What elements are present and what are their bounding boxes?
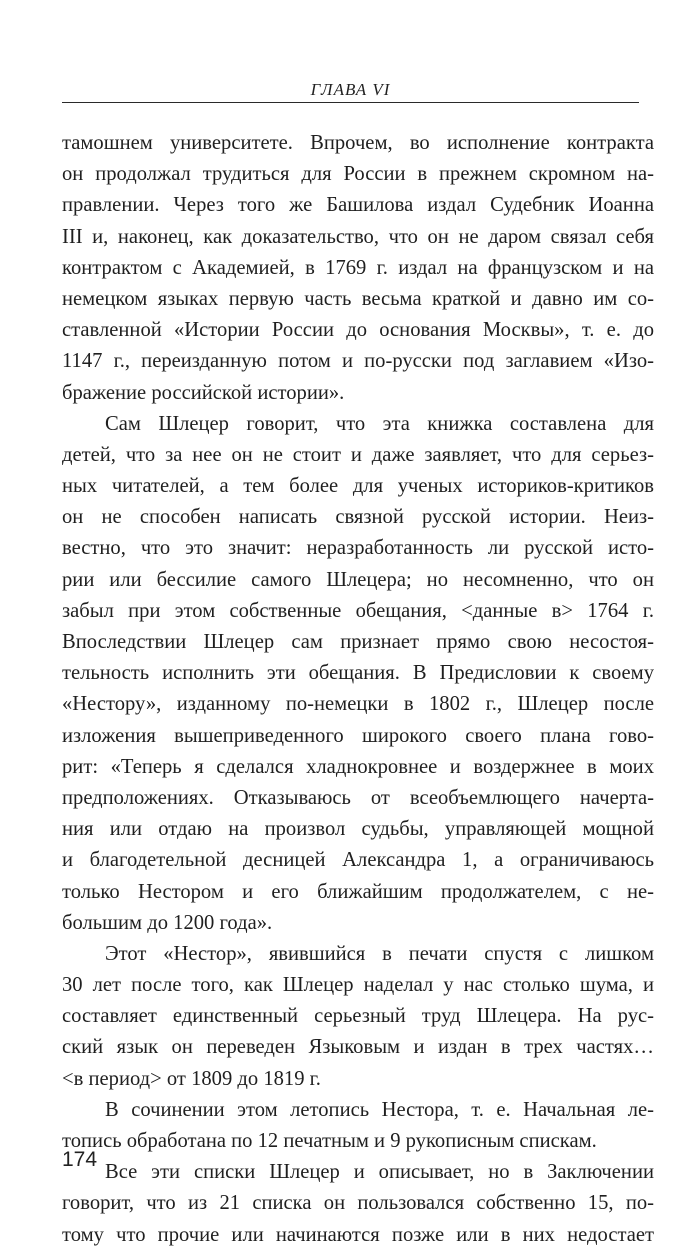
text-line: топись обработана по 12 печатным и 9 рукописным спискам. (62, 1130, 597, 1152)
text-line: контрактом с Академией, в 1769 г. издал на французском и на (62, 256, 654, 279)
text-line: правлении. Через того же Башилова издал Судебник Иоанна (62, 194, 654, 217)
text-line: изложения вышеприведенного широкого своего плана гово- (62, 724, 654, 747)
text-line: и благодетельной десницей Александра 1, а ограничиваюсь (62, 849, 654, 872)
text-line: детей, что за нее он не стоит и даже заявляет, что для серьез- (62, 443, 654, 466)
text-line: говорит, что из 21 списка он пользовался собственно 15, по- (62, 1192, 654, 1215)
text-line: немецком языках первую часть весьма краткой и давно им со- (62, 287, 654, 310)
text-line: 30 лет после того, как Шлецер наделал у нас столько шума, и (62, 974, 654, 997)
text-line: В сочинении этом летопись Нестора, т. е. Начальная ле- (105, 1098, 654, 1121)
text-line: III и, наконец, как доказательство, что он не даром связал себя (62, 225, 654, 248)
running-head (62, 80, 639, 103)
text-line: 1147 г., переизданную потом и по-русски под заглавием «Изо- (62, 350, 654, 373)
text-line: бражение российской истории». (62, 381, 345, 404)
text-line: Впоследствии Шлецер сам признает прямо свою несостоя- (62, 631, 654, 653)
text-line: тамошнем университете. Впрочем, во исполнение контракта (62, 132, 654, 154)
text-line: ния или отдаю на произвол судьбы, управляющей мощной (62, 818, 654, 841)
text-line: вестно, что это значит: неразработанность ли русской исто- (62, 537, 654, 560)
text-line: ставленной «Истории России до основания Москвы», т. е. до (62, 319, 654, 342)
text-line: он продолжал трудиться для России в прежнем скромном на- (62, 163, 654, 186)
text-line: рии или бессилие самого Шлецера; но несомненно, что он (62, 568, 654, 591)
text-line: большим до 1200 года». (62, 911, 273, 934)
text-line: ский язык он переведен Языковым и издан в трех частях… (62, 1036, 654, 1059)
text-line: составляет единственный серьезный труд Шлецера. На рус- (62, 1005, 654, 1028)
text-line: рит: «Теперь я сделался хладнокровнее и воздержнее в моих (62, 755, 654, 778)
text-line: забыл при этом собственные обещания, <данные в> 1764 г. (62, 599, 654, 622)
page-number: 174 (62, 1148, 98, 1171)
text-line: тельность исполнить эти обещания. В Предисловии к своему (62, 662, 654, 685)
text-line: тому что прочие или начинаются позже или в них недостает (62, 1223, 654, 1246)
text-line: он не способен написать связной русской истории. Неиз- (62, 506, 654, 529)
text-line: только Нестором и его ближайшим продолжателем, с не- (62, 880, 654, 903)
text-line: Этот «Нестор», явившийся в печати спустя с лишком (105, 942, 654, 965)
text-line: Сам Шлецер говорит, что эта книжка составлена для (105, 412, 654, 435)
text-line: ных читателей, а тем более для ученых историков-критиков (62, 475, 654, 498)
chapter-title: ГЛАВА VI (310, 80, 391, 99)
body-text (62, 128, 654, 1251)
text-line: <в период> от 1809 до 1819 г. (62, 1067, 321, 1090)
text-line: Все эти списки Шлецер и описывает, но в Заключении (105, 1161, 654, 1184)
text-line: «Нестору», изданному по-немецки в 1802 г., Шлецер после (62, 693, 654, 716)
text-line: предположениях. Отказываюсь от всеобъемлющего начерта- (62, 786, 654, 809)
